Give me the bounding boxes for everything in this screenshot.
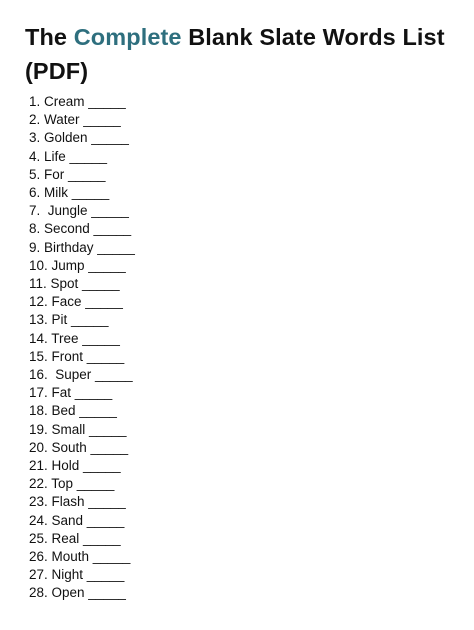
list-item: 11. Spot _____ xyxy=(29,276,120,292)
list-item: 5. For _____ xyxy=(29,166,106,182)
list-item: 27. Night _____ xyxy=(29,567,125,583)
list-item: 25. Real _____ xyxy=(29,530,121,546)
list-item: 17. Fat _____ xyxy=(29,385,113,401)
list-item: 4. Life _____ xyxy=(29,148,108,164)
list-item: 7. Jungle _____ xyxy=(29,203,129,219)
list-item: 9. Birthday _____ xyxy=(29,239,135,255)
list-item: 1. Cream _____ xyxy=(29,94,126,109)
list-item: 12. Face _____ xyxy=(29,294,123,310)
list-item: 2. Water _____ xyxy=(29,112,121,128)
list-item: 19. Small _____ xyxy=(29,421,127,437)
list-item: 28. Open _____ xyxy=(29,585,126,601)
page-title xyxy=(25,20,465,88)
list-item: 22. Top _____ xyxy=(29,476,115,492)
title-part-1: The xyxy=(25,24,74,50)
list-item: 14. Tree _____ xyxy=(29,330,120,346)
list-item: 6. Milk _____ xyxy=(29,185,110,201)
word-list xyxy=(29,93,135,603)
list-item: 8. Second _____ xyxy=(29,221,132,237)
list-item: 24. Sand _____ xyxy=(29,512,125,528)
list-item: 10. Jump _____ xyxy=(29,257,126,273)
title-accent-word: Complete xyxy=(73,24,182,50)
list-item: 18. Bed _____ xyxy=(29,403,117,419)
list-item: 15. Front _____ xyxy=(29,348,125,364)
list-item: 21. Hold _____ xyxy=(29,458,121,474)
list-item: 20. South _____ xyxy=(29,439,129,455)
list-item: 26. Mouth _____ xyxy=(29,549,131,565)
list-item: 13. Pit _____ xyxy=(29,312,109,328)
list-item: 23. Flash _____ xyxy=(29,494,126,510)
list-item: 16. Super _____ xyxy=(29,367,133,383)
title-part-2: Blank Slate Words List (PDF) xyxy=(25,24,445,84)
list-item: 3. Golden _____ xyxy=(29,130,129,146)
